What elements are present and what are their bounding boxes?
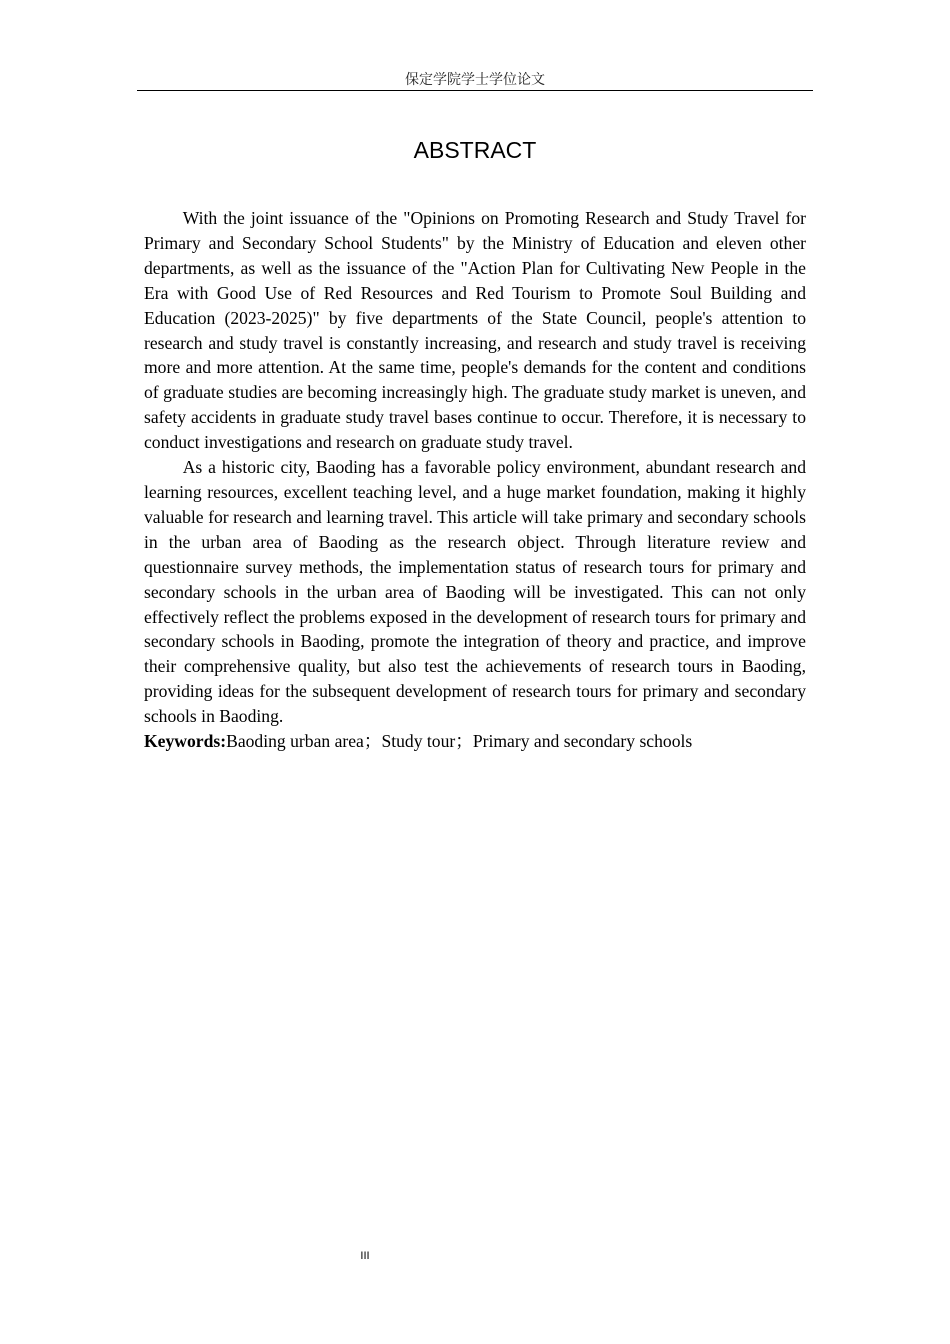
keywords-label: Keywords: [144,731,227,752]
running-header: 保定学院学士学位论文 [137,70,813,91]
abstract-paragraph-1: With the joint issuance of the "Opinions on Promoting Research and Study Travel for Primary and Secondary School Students" by the Ministry of Education and eleven other departments, as well as the issuance of the "Action Plan for Cultivating New People in the Era with Good Use of Red Resources and Red Tourism to Promote Soul Building and Education (2023-2025)" by five departments of the State Council, people's attention to research and study travel is constantly increasing, and research and study travel is receiving more and more attention. At the same time, people's demands for the content and conditions of graduate studies are becoming increasingly high. The graduate study market is uneven, and safety accidents in graduate study travel bases continue to occur. Therefore, it is necessary to conduct investigations and research on graduate study travel. [144,208,806,453]
keywords-text: Baoding urban area；Study tour；Primary and secondary schools [226,731,693,752]
page-number: III [360,1250,370,1262]
keywords-line [144,729,806,754]
abstract-title: ABSTRACT [413,137,537,163]
abstract-body [144,206,806,754]
abstract-paragraph-2: As a historic city, Baoding has a favorable policy environment, abundant research and learning resources, excellent teaching level, and a huge market foundation, making it highly valuable for research and learning travel. This article will take primary and secondary schools in the urban area of Baoding as the research object. Through literature review and questionnaire survey methods, the implementation status of research tours for primary and secondary schools in the urban area of Baoding will be investigated. This can not only effectively reflect the problems exposed in the development of research tours for primary and secondary schools in Baoding, promote the integration of theory and practice, and improve their comprehensive quality, but also test the achievements of research tours in Baoding, providing ideas for the subsequent development of research tours for primary and secondary schools in Baoding. [144,457,806,727]
